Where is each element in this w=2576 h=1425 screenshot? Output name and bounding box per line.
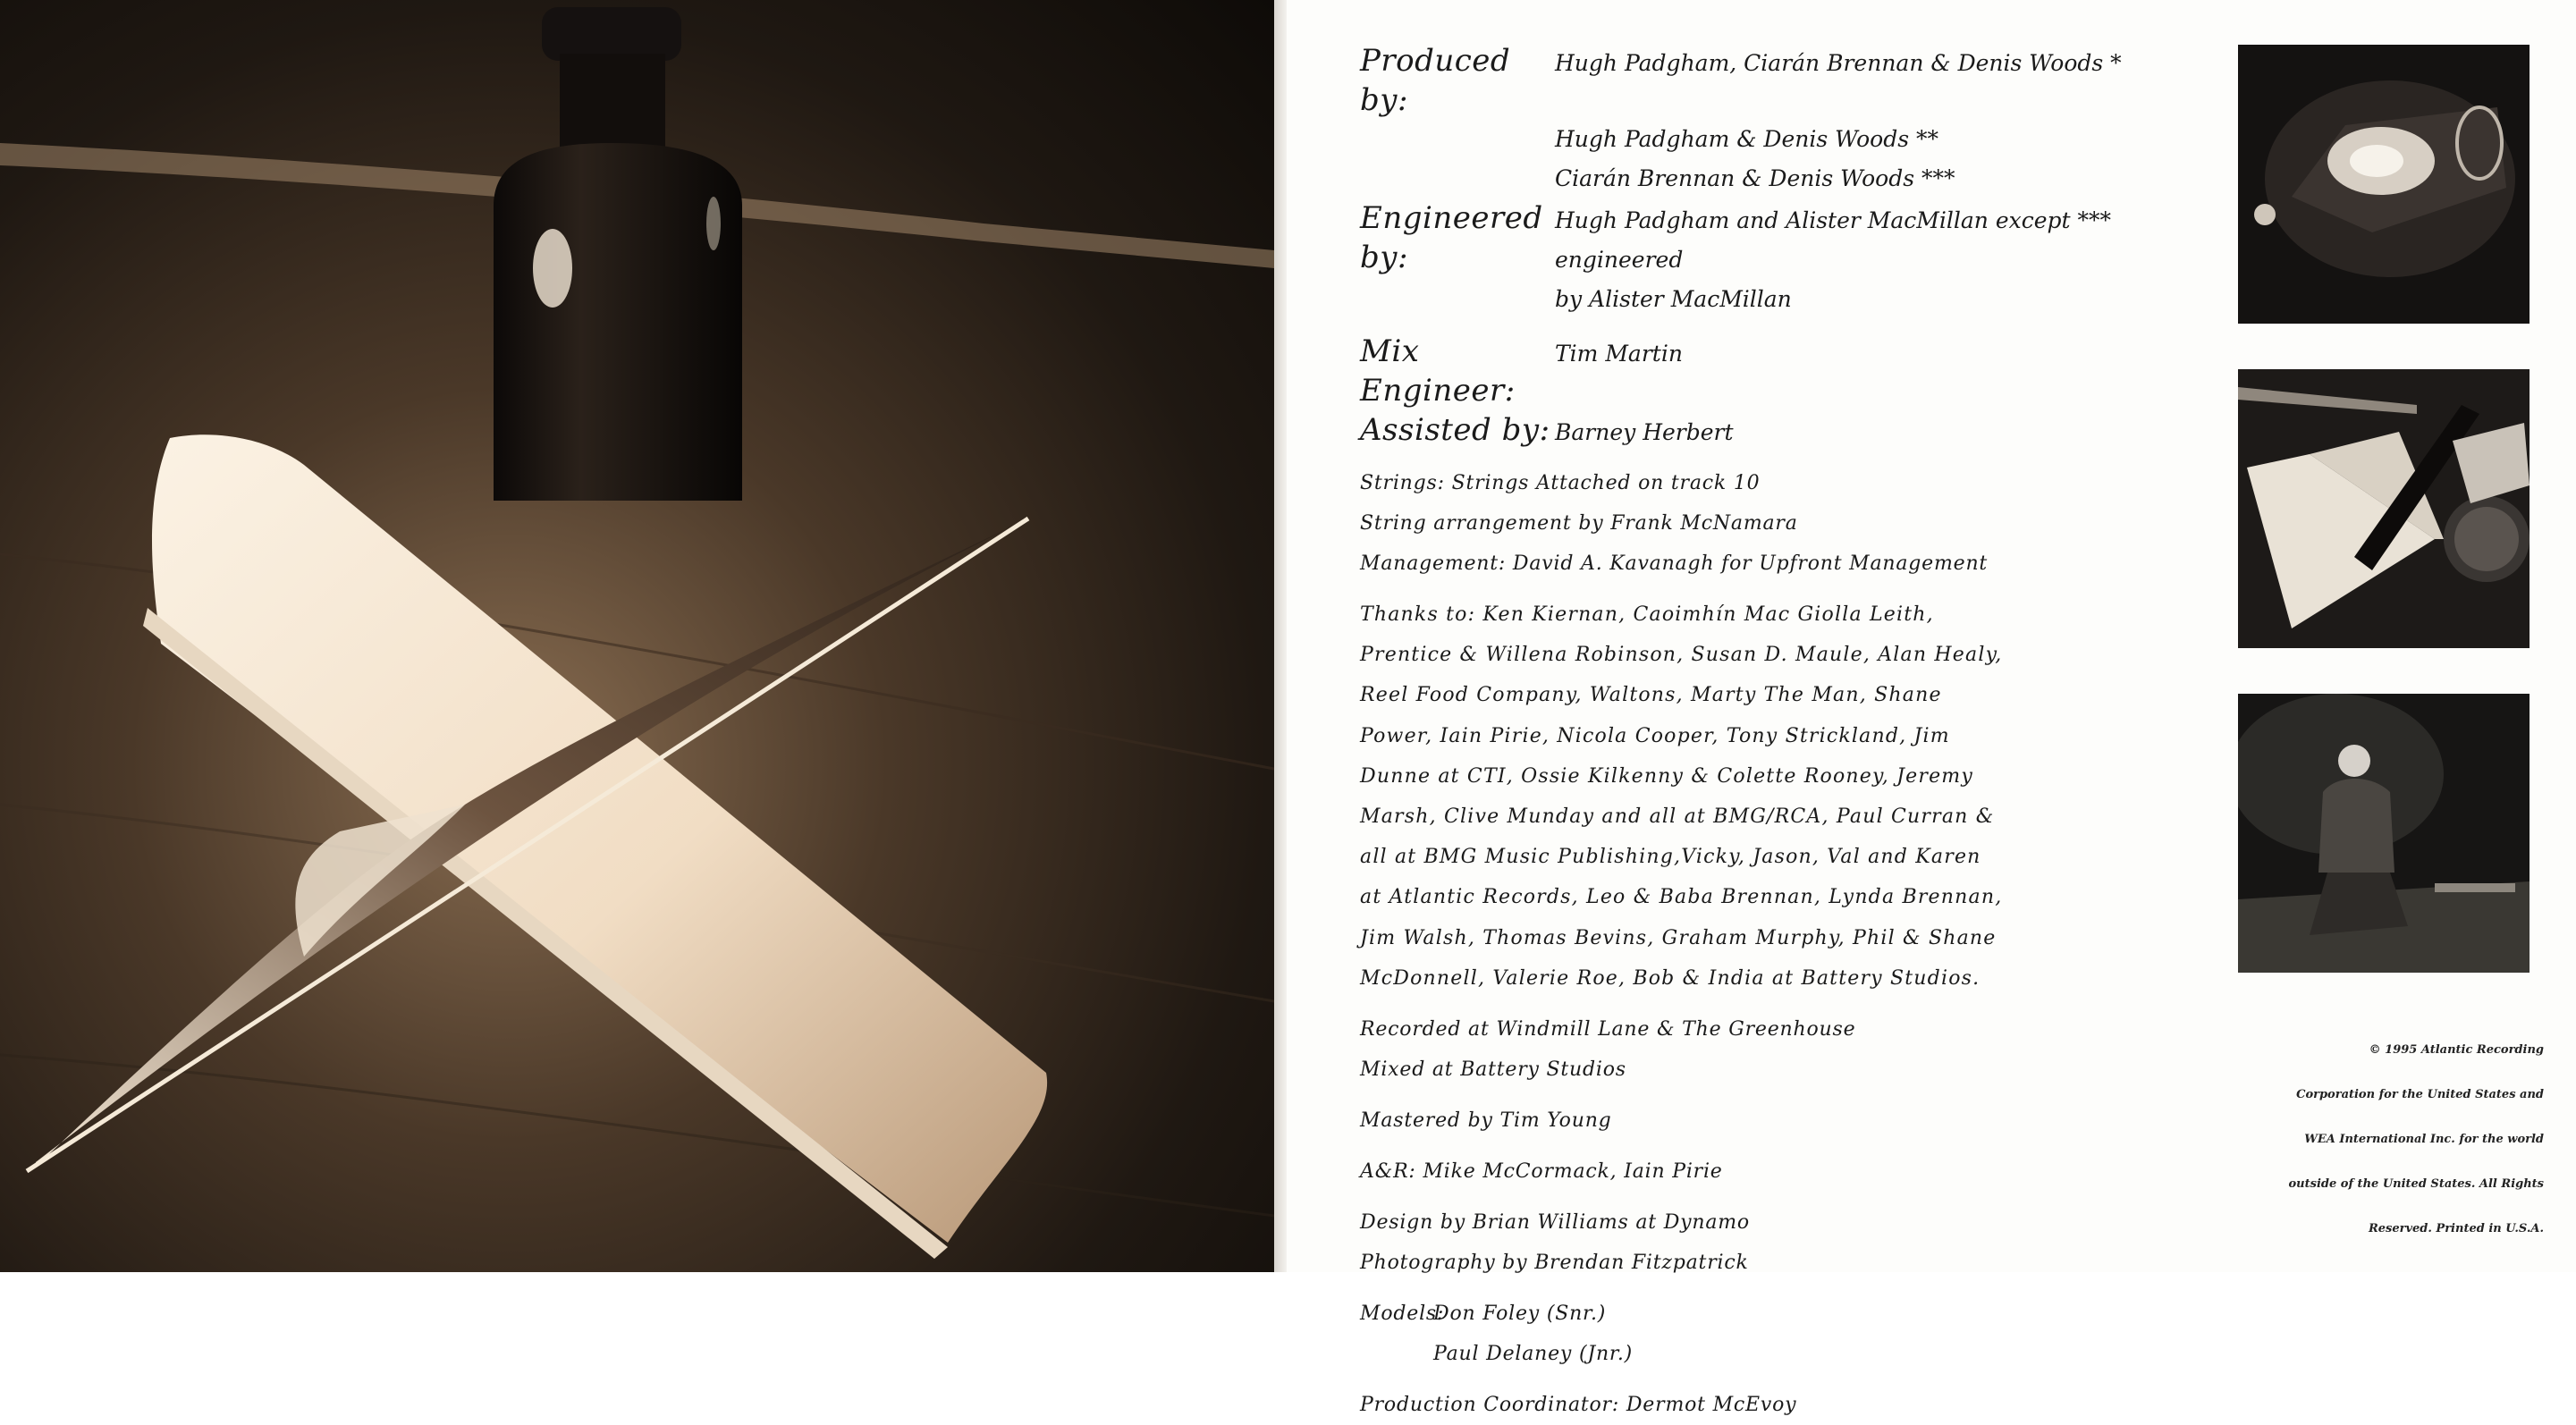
still-life-illustration bbox=[0, 0, 1274, 1272]
model-name-2: Paul Delaney (Jnr.) bbox=[1433, 1343, 1633, 1366]
models-label: Models: bbox=[1360, 1303, 1445, 1326]
production-coordinator-credit: Production Coordinator: Dermot McEvoy bbox=[1360, 1394, 1797, 1417]
assisted-by-label: Assisted by: bbox=[1360, 412, 1550, 448]
models-row bbox=[1360, 1294, 2236, 1334]
seated-man-illustration bbox=[2238, 694, 2530, 973]
management-credit: Management: David A. Kavanagh for Upfront Management bbox=[1360, 552, 1989, 575]
copyright-line-1: © 1995 Atlantic Recording bbox=[2369, 1043, 2544, 1057]
engineered-by-label: Engineered by: bbox=[1360, 200, 1543, 275]
book-illustration bbox=[2238, 369, 2530, 648]
assisted-by-row bbox=[1360, 410, 2236, 452]
spacer bbox=[1360, 584, 2236, 594]
thanks-paragraph: Thanks to: Ken Kiernan, Caoimhín Mac Giolla Leith, Prentice & Willena Robinson, Susan D. Maule, Alan Healy, Reel Food Company, Waltons, Marty The Man, Shane Power, Iain Pirie, Nicola Cooper, Tony Strickland, Jim Dunne at CTI, Ossie Kilkenny & Colette Rooney, Jeremy Marsh, Clive Munday and all at BMG/RCA, Paul Curran & all at BMG Music Publishing,Vicky, Jason, Val and Karen at Atlantic Records, Leo & Baba Brennan, Lynda Brennan, Jim Walsh, Thomas Bevins, Graham Murphy, Phil & Shane McDonnell, Valerie Roe, Bob & India at Battery Studios. bbox=[1360, 603, 2003, 990]
produced-by-row-2 bbox=[1360, 120, 2236, 159]
strings-credit: Strings: Strings Attached on track 10 bbox=[1360, 472, 1761, 494]
lantern-illustration bbox=[2238, 45, 2530, 324]
copyright-line-4: outside of the United States. All Rights bbox=[2288, 1177, 2544, 1191]
photography-credit: Photography by Brendan Fitzpatrick bbox=[1360, 1252, 1749, 1275]
engineered-by-line-2: by Alister MacMillan bbox=[1555, 286, 1792, 312]
produced-by-row-3 bbox=[1360, 159, 2236, 198]
photo-book-and-pen bbox=[2238, 369, 2530, 648]
models-row-2 bbox=[1360, 1334, 2236, 1374]
cover-photo-quill-and-ink bbox=[0, 0, 1274, 1272]
mix-engineer-label: Mix Engineer: bbox=[1360, 333, 1516, 409]
recorded-credit: Recorded at Windmill Lane & The Greenhouse bbox=[1360, 1018, 1856, 1041]
credits-block bbox=[1360, 41, 2236, 1425]
photo-seated-man bbox=[2238, 694, 2530, 973]
assisted-by-value: Barney Herbert bbox=[1555, 419, 1734, 445]
model-name-1: Don Foley (Snr.) bbox=[1433, 1303, 1607, 1326]
mix-engineer-row bbox=[1360, 332, 2236, 410]
spacer bbox=[1360, 452, 2236, 463]
spacer bbox=[1360, 1283, 2236, 1294]
produced-by-label: Produced by: bbox=[1360, 43, 1511, 118]
mix-engineer-value: Tim Martin bbox=[1555, 341, 1683, 367]
credits-page bbox=[1287, 0, 2576, 1417]
spacer bbox=[1360, 1141, 2236, 1151]
produced-by-line-1: Hugh Padgham, Ciarán Brennan & Denis Woods * bbox=[1555, 50, 2122, 76]
produced-by-row bbox=[1360, 41, 2236, 120]
copyright-notice bbox=[2217, 1028, 2544, 1252]
mixed-credit: Mixed at Battery Studios bbox=[1360, 1058, 1626, 1082]
copyright-line-2: Corporation for the United States and bbox=[2296, 1088, 2544, 1101]
spacer bbox=[1360, 1192, 2236, 1202]
design-credit: Design by Brian Williams at Dynamo bbox=[1360, 1211, 1750, 1235]
booklet-fold bbox=[1274, 0, 1287, 1272]
spacer bbox=[1360, 1090, 2236, 1100]
photo-lantern bbox=[2238, 45, 2530, 324]
mastered-credit: Mastered by Tim Young bbox=[1360, 1109, 1612, 1133]
ar-credit: A&R: Mike McCormack, Iain Pirie bbox=[1360, 1160, 1723, 1184]
engineered-by-line-1: Hugh Padgham and Alister MacMillan except *** engineered bbox=[1555, 207, 2112, 273]
copyright-line-3: WEA International Inc. for the world bbox=[2304, 1133, 2544, 1146]
string-arrangement-credit: String arrangement by Frank McNamara bbox=[1360, 512, 1798, 535]
engineered-by-row bbox=[1360, 198, 2236, 280]
produced-by-line-3: Ciarán Brennan & Denis Woods *** bbox=[1555, 165, 1955, 191]
spacer bbox=[1360, 999, 2236, 1009]
label-spacer bbox=[1360, 1334, 1433, 1374]
produced-by-line-2: Hugh Padgham & Denis Woods ** bbox=[1555, 126, 1939, 152]
spacer bbox=[1360, 1374, 2236, 1385]
copyright-line-5: Reserved. Printed in U.S.A. bbox=[2368, 1222, 2544, 1235]
engineered-by-row-2 bbox=[1360, 280, 2236, 319]
